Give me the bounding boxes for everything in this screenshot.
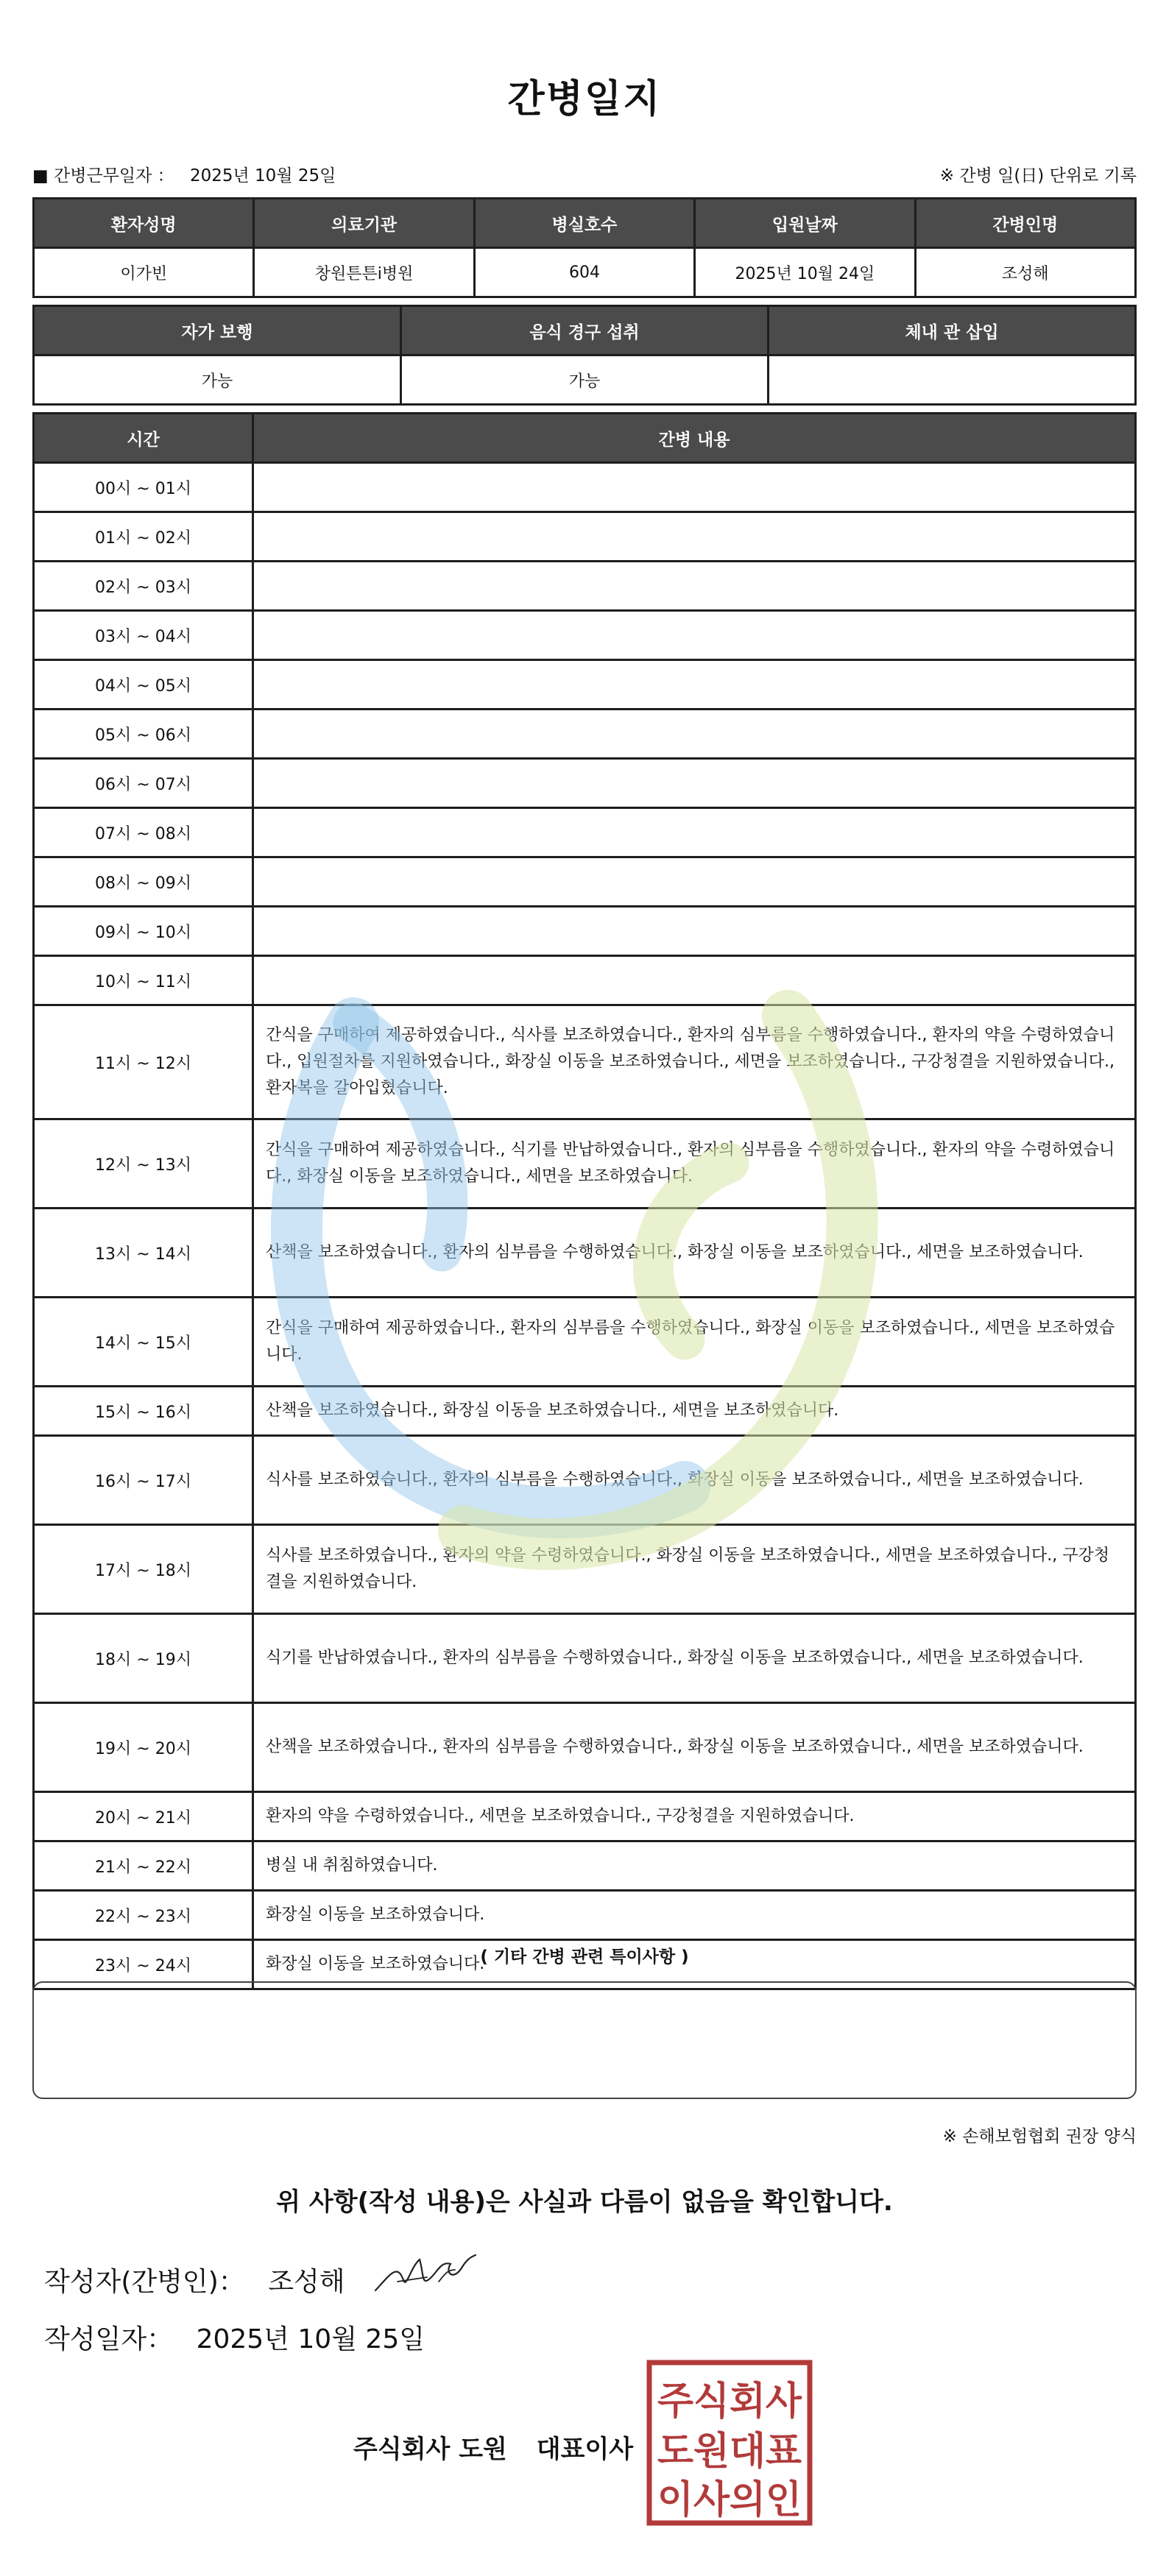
care-content (253, 907, 1136, 956)
company-name: 주식회사 도원 (353, 2435, 507, 2464)
time-slot: 23시 ~ 24시 (34, 1940, 253, 1989)
table-row (34, 1119, 1136, 1209)
patient-condition-table (32, 305, 1137, 406)
care-content: 산책을 보조하였습니다., 환자의 심부름을 수행하였습니다., 화장실 이동을 보조하였습니다., 세면을 보조하였습니다. (253, 1209, 1136, 1298)
time-slot: 03시 ~ 04시 (34, 611, 253, 660)
patient-info-header-row (34, 199, 1136, 248)
table-row (34, 1891, 1136, 1940)
time-slot: 13시 ~ 14시 (34, 1209, 253, 1298)
patient-name: 이가빈 (34, 248, 254, 297)
time-slot: 11시 ~ 12시 (34, 1005, 253, 1119)
table-row (34, 611, 1136, 660)
time-slot: 08시 ~ 09시 (34, 857, 253, 907)
daily-unit-note: ※ 간병 일(日) 단위로 기록 (939, 166, 1137, 185)
header-oral-intake: 음식 경구 섭취 (401, 306, 769, 355)
header-time: 시간 (34, 414, 253, 463)
care-content (253, 759, 1136, 808)
care-content (253, 857, 1136, 907)
table-row (34, 1005, 1136, 1119)
document-title: 간병일지 (507, 77, 662, 121)
table-row (34, 463, 1136, 512)
care-content (253, 611, 1136, 660)
writer-name: 조성해 (268, 2267, 345, 2297)
work-date-value: 2025년 10월 25일 (189, 166, 336, 185)
care-content: 산책을 보조하였습니다., 화장실 이동을 보조하였습니다., 세면을 보조하였습니다. (253, 1387, 1136, 1436)
table-row (34, 1436, 1136, 1525)
table-row (34, 907, 1136, 956)
time-slot: 05시 ~ 06시 (34, 710, 253, 759)
table-row (34, 660, 1136, 710)
table-row (34, 1209, 1136, 1298)
log-header-row (34, 414, 1136, 463)
confirmation-statement: 위 사항(작성 내용)은 사실과 다름이 없음을 확인합니다. (276, 2187, 893, 2217)
signature-image (368, 2245, 478, 2304)
table-row (34, 1298, 1136, 1387)
care-content: 병실 내 취침하였습니다. (253, 1841, 1136, 1891)
company-line (353, 2429, 633, 2465)
care-content: 간식을 구매하여 제공하였습니다., 식기를 반납하였습니다., 환자의 심부름을 수행하였습니다., 환자의 약을 수령하였습니다., 화장실 이동을 보조하였습니다., 세면을 보조하였습니다. (253, 1119, 1136, 1209)
written-date-value: 2025년 10월 25일 (196, 2324, 425, 2354)
time-slot: 14시 ~ 15시 (34, 1298, 253, 1387)
care-content (253, 710, 1136, 759)
time-slot: 02시 ~ 03시 (34, 562, 253, 611)
time-slot: 12시 ~ 13시 (34, 1119, 253, 1209)
remarks-title: ( 기타 간병 관련 특이사항 ) (480, 1947, 689, 1967)
time-slot: 18시 ~ 19시 (34, 1614, 253, 1703)
table-row (34, 1614, 1136, 1703)
table-row (34, 512, 1136, 562)
remarks-box (32, 1981, 1137, 2099)
time-slot: 01시 ~ 02시 (34, 512, 253, 562)
self-walking-value: 가능 (34, 355, 401, 405)
company-seal-stamp (646, 2360, 813, 2526)
header-self-walking: 자가 보행 (34, 306, 401, 355)
written-date-line (44, 2318, 425, 2356)
care-content (253, 463, 1136, 512)
care-content: 간식을 구매하여 제공하였습니다., 식사를 보조하였습니다., 환자의 심부름을 수행하였습니다., 환자의 약을 수령하였습니다., 입원절차를 지원하였습니다., 화장실 이동을 보조하였습니다., 세면을 보조하였습니다., 구강청결을 지원하였습니다., 환자복을 갈아입혔습니다. (253, 1005, 1136, 1119)
table-row (34, 562, 1136, 611)
header-room-number: 병실호수 (474, 199, 694, 248)
hourly-care-log-table (32, 412, 1137, 1990)
table-row (34, 857, 1136, 907)
time-slot: 17시 ~ 18시 (34, 1525, 253, 1614)
header-medical-institution: 의료기관 (254, 199, 474, 248)
time-slot: 00시 ~ 01시 (34, 463, 253, 512)
time-slot: 06시 ~ 07시 (34, 759, 253, 808)
room-number: 604 (474, 248, 694, 297)
care-content: 간식을 구매하여 제공하였습니다., 환자의 심부름을 수행하였습니다., 화장실 이동을 보조하였습니다., 세면을 보조하였습니다. (253, 1298, 1136, 1387)
header-admission-date: 입원날짜 (695, 199, 915, 248)
care-content: 화장실 이동을 보조하였습니다. (253, 1940, 1136, 1989)
header-care-content: 간병 내용 (253, 414, 1136, 463)
time-slot: 09시 ~ 10시 (34, 907, 253, 956)
writer-line (44, 2261, 345, 2299)
time-slot: 19시 ~ 20시 (34, 1703, 253, 1792)
table-row (34, 1792, 1136, 1841)
oral-intake-value: 가능 (401, 355, 769, 405)
table-row (34, 808, 1136, 857)
care-content: 식기를 반납하였습니다., 환자의 심부름을 수행하였습니다., 화장실 이동을 보조하였습니다., 세면을 보조하였습니다. (253, 1614, 1136, 1703)
patient-info-table (32, 197, 1137, 298)
time-slot: 04시 ~ 05시 (34, 660, 253, 710)
table-row (34, 710, 1136, 759)
care-content: 산책을 보조하였습니다., 환자의 심부름을 수행하였습니다., 화장실 이동을 보조하였습니다., 세면을 보조하였습니다. (253, 1703, 1136, 1792)
table-row (34, 956, 1136, 1005)
care-content (253, 808, 1136, 857)
written-date-label: 작성일자： (44, 2324, 174, 2354)
care-content: 식사를 보조하였습니다., 환자의 약을 수령하였습니다., 화장실 이동을 보조하였습니다., 세면을 보조하였습니다., 구강청결을 지원하였습니다. (253, 1525, 1136, 1614)
tube-insertion-value (769, 355, 1136, 405)
svg-text:주식회사: 주식회사 (657, 2379, 802, 2424)
table-row (34, 1841, 1136, 1891)
table-row (34, 759, 1136, 808)
representative-title: 대표이사 (536, 2435, 634, 2464)
admission-date: 2025년 10월 24일 (695, 248, 915, 297)
care-content (253, 512, 1136, 562)
header-caregiver-name: 간병인명 (915, 199, 1135, 248)
caregiver-name: 조성해 (915, 248, 1135, 297)
time-slot: 21시 ~ 22시 (34, 1841, 253, 1891)
header-patient-name: 환자성명 (34, 199, 254, 248)
time-slot: 07시 ~ 08시 (34, 808, 253, 857)
condition-value-row (34, 355, 1136, 405)
writer-label: 작성자(간병인)： (44, 2267, 245, 2297)
work-date-line (32, 162, 336, 186)
care-content (253, 660, 1136, 710)
time-slot: 16시 ~ 17시 (34, 1436, 253, 1525)
remarks-text (34, 1983, 1135, 2006)
svg-text:도원대표: 도원대표 (657, 2430, 802, 2474)
time-slot: 15시 ~ 16시 (34, 1387, 253, 1436)
time-slot: 10시 ~ 11시 (34, 956, 253, 1005)
care-content: 화장실 이동을 보조하였습니다. (253, 1891, 1136, 1940)
care-content: 환자의 약을 수령하였습니다., 세면을 보조하였습니다., 구강청결을 지원하였습니다. (253, 1792, 1136, 1841)
form-source-note: ※ 손해보험협회 권장 양식 (942, 2127, 1137, 2146)
svg-text:이사의인: 이사의인 (657, 2478, 802, 2522)
work-date-label: ■ 간병근무일자 ： (32, 166, 174, 185)
time-slot: 22시 ~ 23시 (34, 1891, 253, 1940)
care-content (253, 562, 1136, 611)
header-tube-insertion: 체내 관 삽입 (769, 306, 1136, 355)
table-row (34, 1703, 1136, 1792)
medical-institution: 창원튼튼i병원 (254, 248, 474, 297)
table-row (34, 1387, 1136, 1436)
care-content (253, 956, 1136, 1005)
patient-info-value-row (34, 248, 1136, 297)
table-row (34, 1525, 1136, 1614)
condition-header-row (34, 306, 1136, 355)
time-slot: 20시 ~ 21시 (34, 1792, 253, 1841)
care-content: 식사를 보조하였습니다., 환자의 심부름을 수행하였습니다., 화장실 이동을 보조하였습니다., 세면을 보조하였습니다. (253, 1436, 1136, 1525)
